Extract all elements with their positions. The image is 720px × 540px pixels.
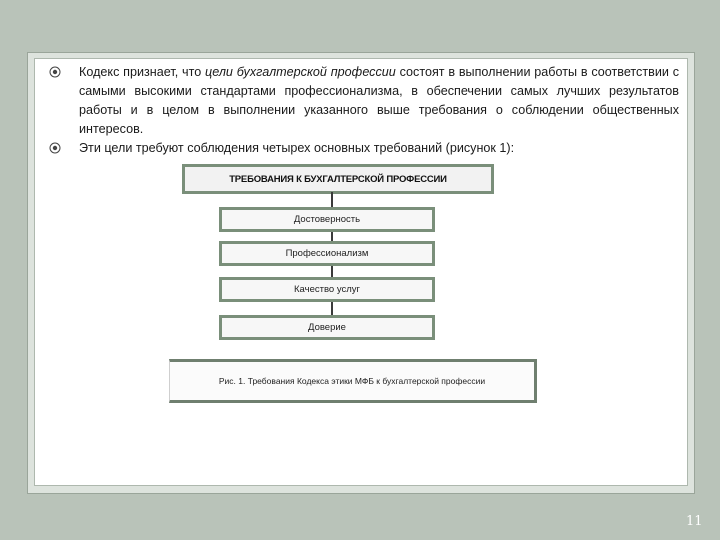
slide-content (34, 58, 688, 486)
bullet-text-end: состоят в выполнении работы в соответствии с самыми высокими стандартами профессионализма, в обеспечении самых лучших результатов работы и в целом в выполнении указанного выше требования о соблюдении общественных интересов. (79, 65, 679, 136)
diagram-step-reliability: Достоверность (219, 207, 435, 232)
bullet-item (49, 139, 679, 158)
bullet-icon (49, 66, 61, 78)
connector-line (331, 192, 333, 207)
connector-line (331, 232, 333, 241)
bullet-icon (49, 142, 61, 154)
bullet-text-start: Кодекс признает, что (79, 65, 206, 79)
diagram-step-trust: Доверие (219, 315, 435, 340)
bullet-text: Эти цели требуют соблюдения четырех основных требований (рисунок 1): (79, 141, 515, 155)
bullet-item (49, 63, 679, 139)
bullet-text-italic: цели бухгалтерской профессии (205, 65, 396, 79)
connector-line (331, 266, 333, 277)
diagram-step-professionalism: Профессионализм (219, 241, 435, 266)
diagram-title: ТРЕБОВАНИЯ К БУХГАЛТЕРСКОЙ ПРОФЕССИИ (182, 164, 494, 194)
figure-caption: Рис. 1. Требования Кодекса этики МФБ к бухгалтерской профессии (169, 359, 537, 403)
bullet-list (49, 63, 679, 158)
page-number: 11 (686, 514, 703, 529)
diagram-step-quality: Качество услуг (219, 277, 435, 302)
connector-line (331, 302, 333, 315)
